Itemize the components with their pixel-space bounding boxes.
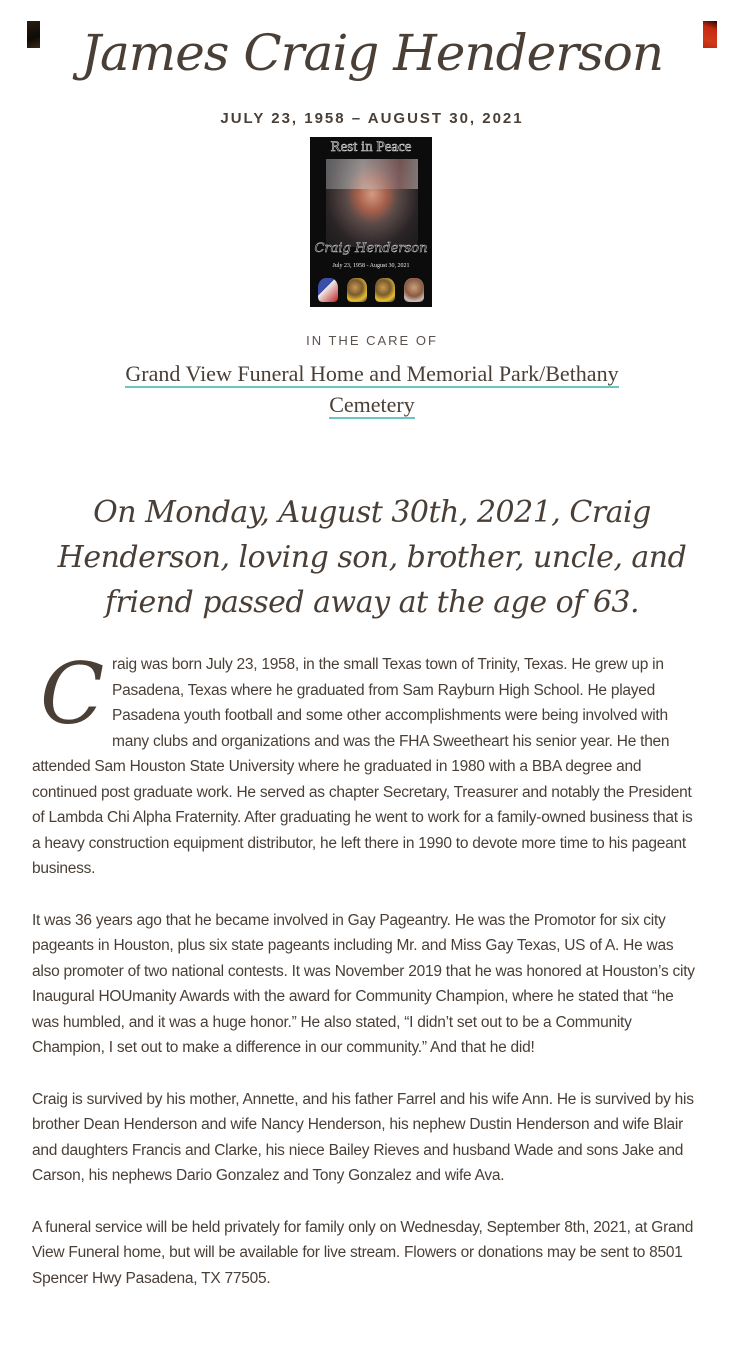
- deceased-name: James Craig Henderson: [80, 24, 664, 82]
- obituary-body: [32, 645, 700, 1317]
- drop-cap: C: [40, 645, 105, 743]
- portrait-heading: Rest in Peace: [330, 139, 412, 155]
- funeral-home-container: [100, 358, 644, 420]
- life-dates: JULY 23, 1958 – AUGUST 30, 2021: [220, 110, 524, 127]
- obituary-paragraph: A funeral service will be held privately for family only on Wednesday, September 8th, 2021, at Grand View Funeral home, but will be available for live stream. Flowers or donations may be sent to 8501 Spencer Hwy Pasadena, TX 77505.: [32, 1218, 694, 1287]
- texas-flag-badge-icon: [318, 278, 338, 302]
- portrait-name: Craig Henderson: [314, 241, 428, 256]
- ribbon-badge-icon: [347, 278, 367, 302]
- care-of-label: IN THE CARE OF: [306, 333, 438, 348]
- portrait-badges: [314, 278, 428, 302]
- portrait-dates: July 23, 1958 - August 30, 2021: [332, 263, 410, 269]
- obituary-headline: On Monday, August 30th, 2021, Craig Henderson, loving son, brother, uncle, and friend passed away at the age of 63.: [57, 495, 687, 620]
- obituary-paragraph: It was 36 years ago that he became involved in Gay Pageantry. He was the Promotor for six city pageants in Houston, plus six state pageants including Mr. and Miss Gay Texas, US of A. He was also promoter of two national contests. It was November 2019 that he was honored at Houston’s city Inaugural HOUmanity Awards with the award for Community Champion, where he stated that “he was humbled, and it was a huge honor.” He also stated, “I didn’t set out to be a Community Champion, I set out to make a difference in our community.” And that he did!: [32, 911, 695, 1056]
- obituary-paragraph: [32, 645, 700, 882]
- funeral-home-link[interactable]: Grand View Funeral Home and Memorial Park/Bethany Cemetery: [125, 361, 619, 417]
- ribbon-badge-icon: [404, 278, 424, 302]
- portrait-photo: [326, 159, 418, 247]
- memorial-portrait[interactable]: [310, 137, 432, 307]
- obituary-paragraph: Craig is survived by his mother, Annette, and his father Farrel and his wife Ann. He is survived by his brother Dean Henderson and wife Nancy Henderson, his nephew Dustin Henderson and wife Blair and daughters Francis and Clarke, his niece Bailey Rieves and husband Wade and sons Jake and Carson, his nephews Dario Gonzalez and Tony Gonzalez and wife Ava.: [32, 1090, 694, 1184]
- obituary-paragraph-text: raig was born July 23, 1958, in the small Texas town of Trinity, Texas. He grew up in Pasadena, Texas where he graduated from Sam Rayburn High School. He played Pasadena youth football and some other accomplishments were being involved with many clubs and organizations and was the FHA Sweetheart his senior year. He then attended Sam Houston State University where he graduated in 1980 with a BBA degree and continued post graduate work. He served as chapter Secretary, Treasurer and notably the President of Lambda Chi Alpha Fraternity. After graduating he went to work for a family-owned business that is a heavy construction equipment distributor, he left there in 1990 to devote more time to his pageant business.: [32, 656, 693, 877]
- ribbon-badge-icon: [375, 278, 395, 302]
